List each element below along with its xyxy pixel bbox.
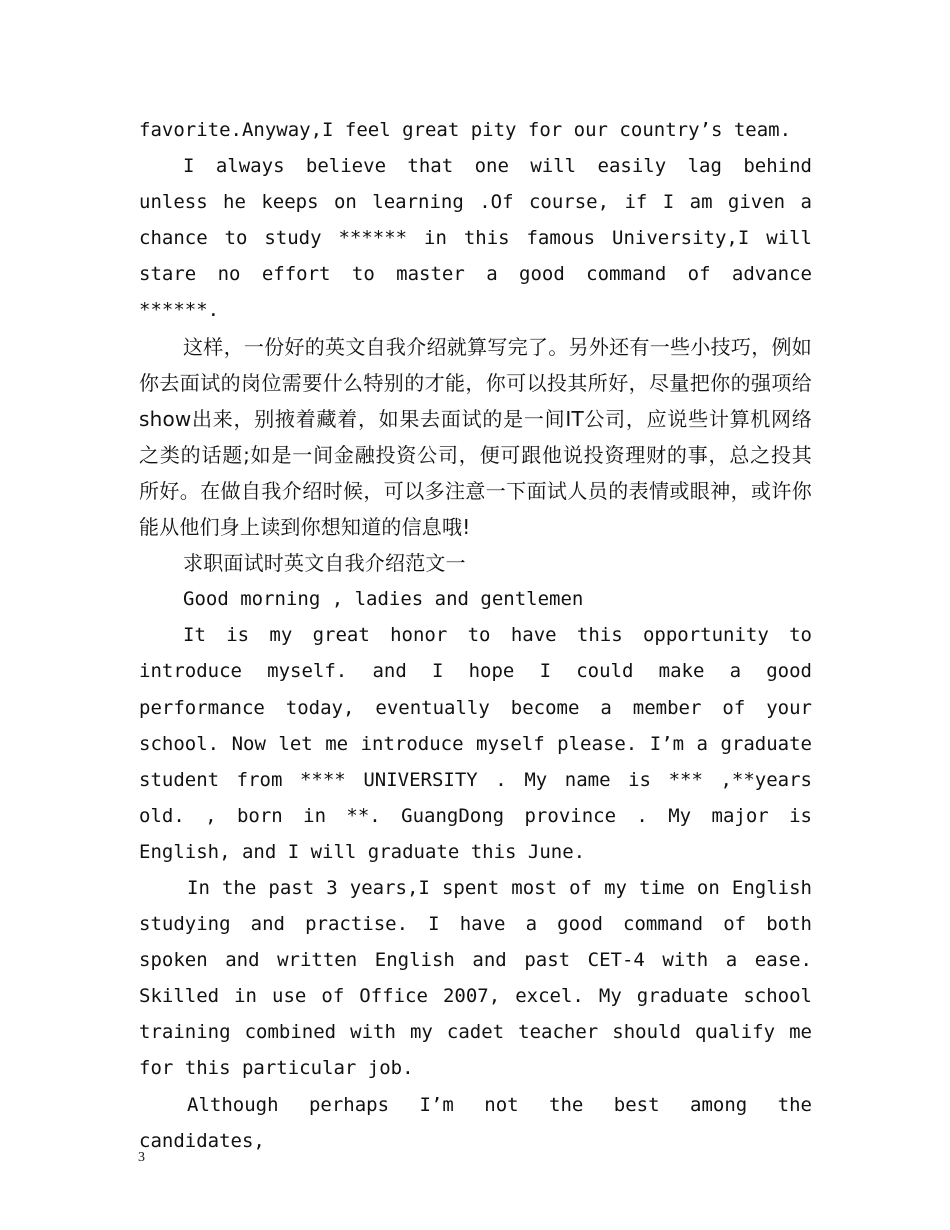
section-heading: 求职面试时英文自我介绍范文一 (183, 551, 466, 576)
paragraph-experience: In the past 3 years,I spent most of my time on English studying and practise. I have a good command of both spoken and written English and past CET-4 with a ease. Skilled in use of Office 2007, excel. My graduate school training combined with my cadet teacher should qualify me for this particular job. (139, 876, 812, 1080)
paragraph-continuation: favorite.Anyway,I feel great pity for our country’s team. (139, 119, 792, 141)
paragraph-introduction: It is my great honor to have this opportunity to introduce myself. and I hope I could make a good performance today, eventually become a member of your school. Now let me introduce myself please. I’m a graduate student from **** UNIVERSITY . My name is *** ,**years old. , born in **. GuangDong province . My major is English, and I will graduate this June. (139, 624, 812, 863)
document-body (139, 112, 812, 1159)
page-number: 3 (138, 1150, 145, 1165)
paragraph-chinese-tips: 这样，一份好的英文自我介绍就算写完了。另外还有一些小技巧，例如你去面试的岗位需要什么特别的才能，你可以投其所好，尽量把你的强项给show出来，别掖着藏着，如果去面试的是一间IT公司，应说些计算机网络之类的话题;如是一间金融投资公司，便可跟他说投资理财的事，总之投其所好。在做自我介绍时候，可以多注意一下面试人员的表情或眼神，或许你能从他们身上读到你想知道的信息哦! (139, 334, 812, 540)
paragraph-learning: I always believe that one will easily lag behind unless he keeps on learning .Of course, if I am given a chance to study ****** in this famous University,I will stare no effort to master a good command of advance ******. (139, 155, 812, 322)
paragraph-greeting: Good morning , ladies and gentlemen (183, 588, 584, 611)
paragraph-candidates: Although perhaps I’m not the best among the candidates, (139, 1093, 812, 1152)
